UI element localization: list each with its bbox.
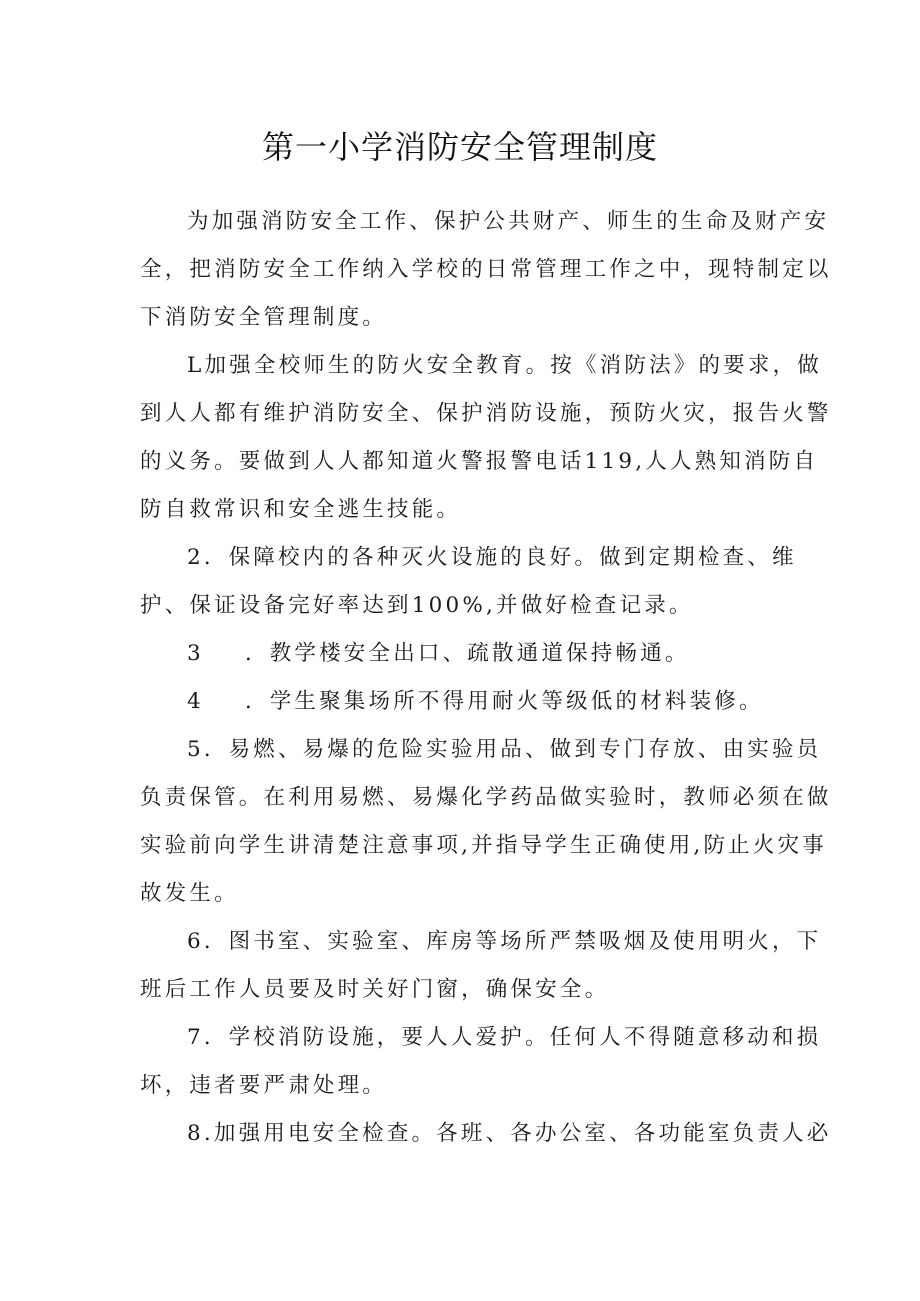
intro-line-1: 为加强消防安全工作、保护公共财产、师生的生命及财产安: [187, 209, 830, 234]
item3-text: ．教学楼安全出口、疏散通道保持畅通。: [245, 641, 690, 666]
item1-line-1: L加强全校师生的防火安全教育。按《消防法》的要求，做: [187, 353, 822, 378]
item5-line-3: 实验前向学生讲清楚注意事项,并指导学生正确使用,防止火灾事: [140, 833, 827, 858]
document-body: [140, 198, 832, 1158]
item1-line-3: 的义务。要做到人人都知道火警报警电话119,人人熟知消防自: [140, 449, 819, 474]
item3-number: 3: [187, 641, 204, 666]
item3-line: [140, 630, 792, 678]
item2-line-1: 2．保障校内的各种灭火设施的良好。做到定期检查、维: [187, 545, 797, 570]
item8-line-1: 8.加强用电安全检查。各班、各办公室、各功能室负责人必: [187, 1121, 832, 1146]
item5-line-2: 负责保管。在利用易燃、易爆化学药品做实验时，教师必须在做: [140, 785, 832, 810]
item6-line-1: 6．图书室、实验室、库房等场所严禁吸烟及使用明火，下: [187, 929, 822, 954]
item1-line-4: 防自救常识和安全逃生技能。: [140, 497, 462, 522]
item2-line-2: 护、保证设备完好率达到100%,并做好检查记录。: [140, 593, 694, 618]
item1-line-2: 到人人都有维护消防安全、保护消防设施，预防火灾，报告火警: [140, 401, 832, 426]
item7-line-2: 坏，违者要严肃处理。: [140, 1073, 388, 1098]
item4-text: ．学生聚集场所不得用耐火等级低的材料装修。: [245, 689, 764, 714]
item4-number: 4: [187, 689, 204, 714]
item4-line: [140, 678, 792, 726]
item6-line-2: 班后工作人员要及时关好门窗，确保安全。: [140, 977, 610, 1002]
item7-line-1: 7．学校消防设施，要人人爱护。任何人不得随意移动和损: [187, 1025, 822, 1050]
intro-line-3: 下消防安全管理制度。: [140, 305, 388, 330]
item5-line-1: 5．易燃、易爆的危险实验用品、做到专门存放、由实验员: [187, 737, 822, 762]
intro-line-2: 全，把消防安全工作纳入学校的日常管理工作之中，现特制定以: [140, 257, 832, 282]
item5-line-4: 故发生。: [140, 881, 239, 906]
document-title: 第一小学消防安全管理制度: [261, 128, 658, 166]
